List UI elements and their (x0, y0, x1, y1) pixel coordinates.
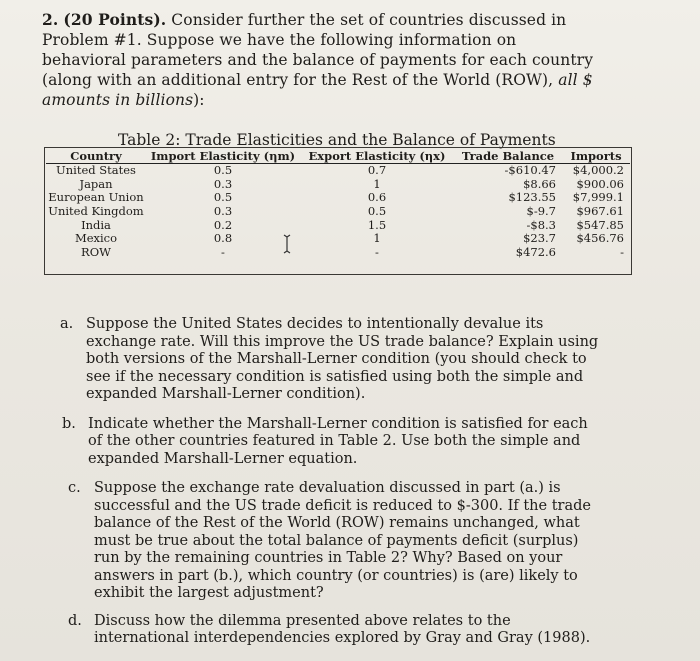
cell-export-elasticity: 0.7 (367, 163, 387, 178)
cell-trade-balance: $8.66 (523, 176, 556, 191)
question-label: a. (60, 316, 74, 332)
cell-country: India (81, 217, 111, 232)
cell-export-elasticity: 0.5 (367, 204, 387, 219)
question-text: Indicate whether the Marshall-Lerner condition is satisfied for each of the other countries featured in Table 2. Use both the simple and expanded Marshall-Lerner equation. (88, 415, 588, 467)
cell-country: European Union (48, 190, 144, 205)
cell-trade-balance: $472.6 (515, 244, 556, 259)
question-label: d. (68, 612, 82, 629)
cell-trade-balance: $-9.7 (526, 204, 556, 219)
cell-export-elasticity: - (375, 244, 379, 259)
table-row (46, 232, 630, 246)
problem-text: Consider further the set of countries discussed in Problem #1. Suppose we have the following information on behavioral parameters and the balance of payments for each country (along with an additional entry for the Rest of the World (ROW), (42, 11, 594, 89)
cell-imports: - (620, 244, 624, 259)
cell-import-elasticity: - (221, 244, 225, 259)
question-d (68, 613, 608, 648)
table-caption: Table 2: Trade Elasticities and the Balance of Payments (118, 131, 556, 149)
cell-trade-balance: $123.55 (508, 190, 556, 205)
cell-imports: $967.61 (576, 204, 624, 219)
table-row (46, 218, 630, 232)
table-header-row (46, 149, 630, 164)
question-label: c. (68, 480, 81, 496)
problem-points: (20 Points). (63, 10, 167, 29)
question-text: Suppose the exchange rate devaluation discussed in part (a.) is successful and the US trade deficit is reduced to $-300. If the trade balance of the Rest of the World (ROW) remains unchanged, what must be true about the total balance of payments deficit (surplus) run by the remaining countries in Table 2? Why? Based on your answers in part (b.), which country (or countries) is (are) likely to exhibit the largest adjustment? (94, 480, 591, 601)
cell-import-elasticity: 0.8 (213, 231, 233, 246)
problem-emphasis: all $ amounts in billions (42, 71, 593, 109)
text-cursor-icon (282, 234, 292, 254)
cell-import-elasticity: 0.5 (213, 190, 233, 205)
col-header-imports: Imports (562, 149, 630, 164)
cell-export-elasticity: 1 (373, 231, 381, 246)
question-a (60, 316, 600, 404)
cell-import-elasticity: 0.5 (213, 163, 233, 178)
cell-imports: $900.06 (576, 176, 624, 191)
cell-trade-balance: -$8.3 (526, 217, 556, 232)
question-c (68, 480, 608, 603)
col-header-country: Country (46, 149, 146, 164)
question-text: Discuss how the dilemma presented above relates to the international interdependencies explored by Gray and Gray (1988). (94, 612, 591, 646)
cell-import-elasticity: 0.3 (213, 204, 233, 219)
cell-export-elasticity: 1 (373, 176, 381, 191)
cell-imports: $456.76 (576, 231, 624, 246)
table-row (46, 205, 630, 219)
problem-intro (42, 10, 602, 110)
cell-import-elasticity: 0.3 (213, 176, 233, 191)
cell-country: Mexico (74, 231, 118, 246)
cell-export-elasticity: 1.5 (367, 217, 387, 232)
table-row (46, 164, 630, 178)
cell-imports: $547.85 (576, 217, 624, 232)
col-header-export-elasticity: Export Elasticity (ηx) (300, 149, 454, 164)
problem-number: 2. (42, 10, 59, 29)
cell-import-elasticity: 0.2 (213, 217, 233, 232)
table-row (46, 178, 630, 192)
cell-trade-balance: -$610.47 (504, 163, 556, 178)
question-list (60, 316, 600, 648)
cell-trade-balance: $23.7 (523, 231, 556, 246)
table-row (46, 191, 630, 205)
col-header-import-elasticity: Import Elasticity (ηm) (146, 149, 300, 164)
question-text: Suppose the United States decides to intentionally devalue its exchange rate. Will this improve the US trade balance? Explain using both versions of the Marshall-Lerner condition (you should check to see if the necessary condition is satisfied using both the simple and expanded Marshall-Lerner condition). (86, 316, 599, 402)
question-label: b. (62, 415, 76, 432)
cell-imports: $4,000.2 (572, 163, 624, 178)
problem-text-end: ): (193, 91, 205, 109)
cell-country: Japan (79, 176, 113, 191)
question-b (62, 416, 602, 469)
elasticities-table (46, 149, 630, 259)
table-row (46, 246, 630, 260)
cell-export-elasticity: 0.6 (367, 190, 387, 205)
cell-country: United States (56, 163, 136, 178)
cell-country: ROW (81, 244, 111, 259)
cell-imports: $7,999.1 (572, 190, 624, 205)
col-header-trade-balance: Trade Balance (454, 149, 562, 164)
cell-country: United Kingdom (48, 204, 144, 219)
